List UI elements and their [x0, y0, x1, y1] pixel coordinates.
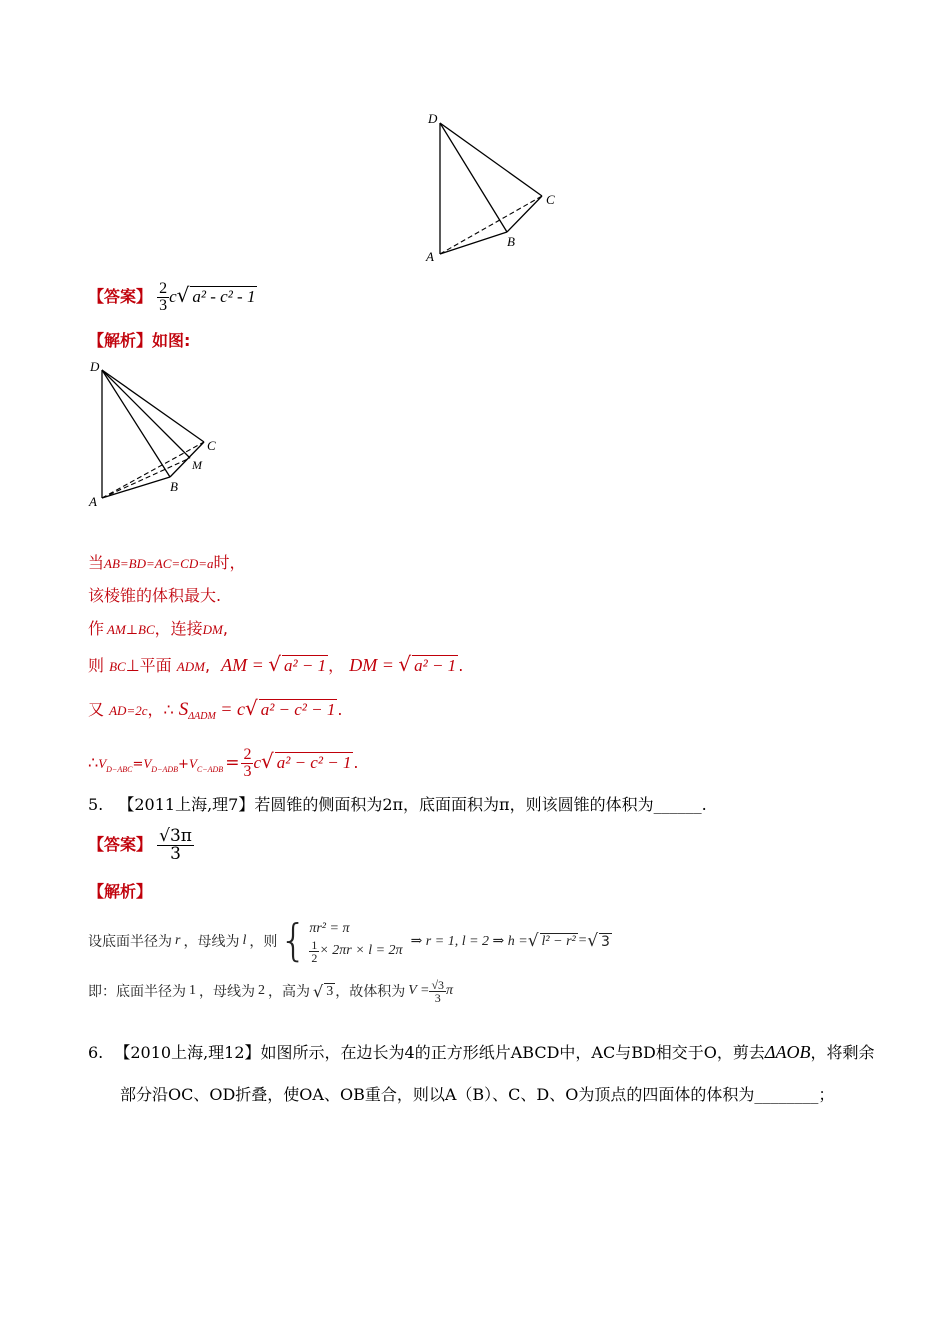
- question-6-line-2: 部分沿OC、OD折叠，使OA、OB重合，则以A（B）、C、D、O为顶点的四面体的体积为________；: [120, 1085, 835, 1104]
- solution-line-3: 作 AM⊥BC，连接DM,: [88, 619, 228, 638]
- analysis-1: 【解析】如图:: [88, 331, 191, 350]
- edge-dm: [102, 370, 190, 458]
- answer-5: [88, 820, 194, 870]
- edge-db: [102, 370, 170, 477]
- label-b: B: [507, 234, 515, 249]
- question-5: 5. 【2011上海,理7】若圆锥的侧面积为2π，底面面积为π，则该圆锥的体积为______.: [88, 795, 707, 814]
- edge-dc: [102, 370, 204, 442]
- label-b: B: [170, 479, 178, 494]
- solution-line-1: 当AB=BD=AC=CD=a时，: [88, 553, 246, 572]
- solution-line-4: 则 BC⊥平面 ADM, AM = √ a² − 1 ， DM = √ a² − 1 .: [88, 652, 464, 676]
- brace-icon: {: [279, 915, 308, 966]
- label-m: M: [192, 458, 202, 472]
- label-a: A: [89, 494, 97, 509]
- edge-dc: [440, 123, 542, 196]
- question-6-line-1: 6. 【2010上海,理12】如图所示，在边长为4的正方形纸片ABCD中，AC与BD相交于O，剪去ΔAOB，将剩余: [88, 1042, 875, 1062]
- tetrahedron-figure-2: [86, 358, 226, 513]
- analysis-5-label: 【解析】: [88, 882, 153, 901]
- analysis-5-line-1: 设底面半径为 r ，母线为 l ，则 { πr² = π $\frac{1}{2}$ × 2πr × l = 2π ⇒ r = 1, l = 2 ⇒ h = √ l² − r² = √ 3: [88, 915, 610, 966]
- answer-label: 【答案】: [88, 835, 153, 854]
- answer-fraction: $\frac{2}{3}$: [159, 280, 168, 314]
- label-d: D: [90, 359, 100, 374]
- answer-radicand: a² - c² - 1: [192, 287, 256, 306]
- edge-ac-hidden: [440, 196, 542, 254]
- label-d: D: [428, 111, 438, 126]
- edge-db: [440, 123, 507, 232]
- label-a: A: [426, 249, 434, 264]
- edge-ab: [440, 232, 507, 254]
- answer-1: 【答案】 $\frac{2}{3}$ c√ a² - c² - 1: [88, 280, 256, 314]
- answer-label: 【答案】: [88, 287, 153, 306]
- equation-system: πr² = π $\frac{1}{2}$ × 2πr × l = 2π: [309, 920, 403, 965]
- label-c: C: [546, 192, 555, 207]
- answer-fraction: $\frac{√3\pi}{3}$: [159, 826, 192, 864]
- edge-bc: [507, 196, 542, 232]
- edge-ab: [102, 477, 170, 498]
- label-c: C: [207, 438, 216, 453]
- solution-line-2: 该棱锥的体积最大.: [88, 586, 222, 605]
- solution-line-6: $\therefore V_{D-ABC}=V_{D-ADB}+V_{C-ADB}$ = $\frac{2}{3}$ c√ a² − c² − 1 .: [88, 746, 359, 780]
- tetrahedron-figure-1: [420, 108, 570, 268]
- solution-line-5: 又 AD=2c，∴ $S_{\Delta ADM} = c√$ a² − c² − 1 .: [88, 696, 343, 723]
- analysis-5-line-2: 即：底面半径为 1 ，母线为 2 ，高为 √ 3 ，故体积为 V = $\frac{√3}{3}$ π: [88, 977, 454, 1005]
